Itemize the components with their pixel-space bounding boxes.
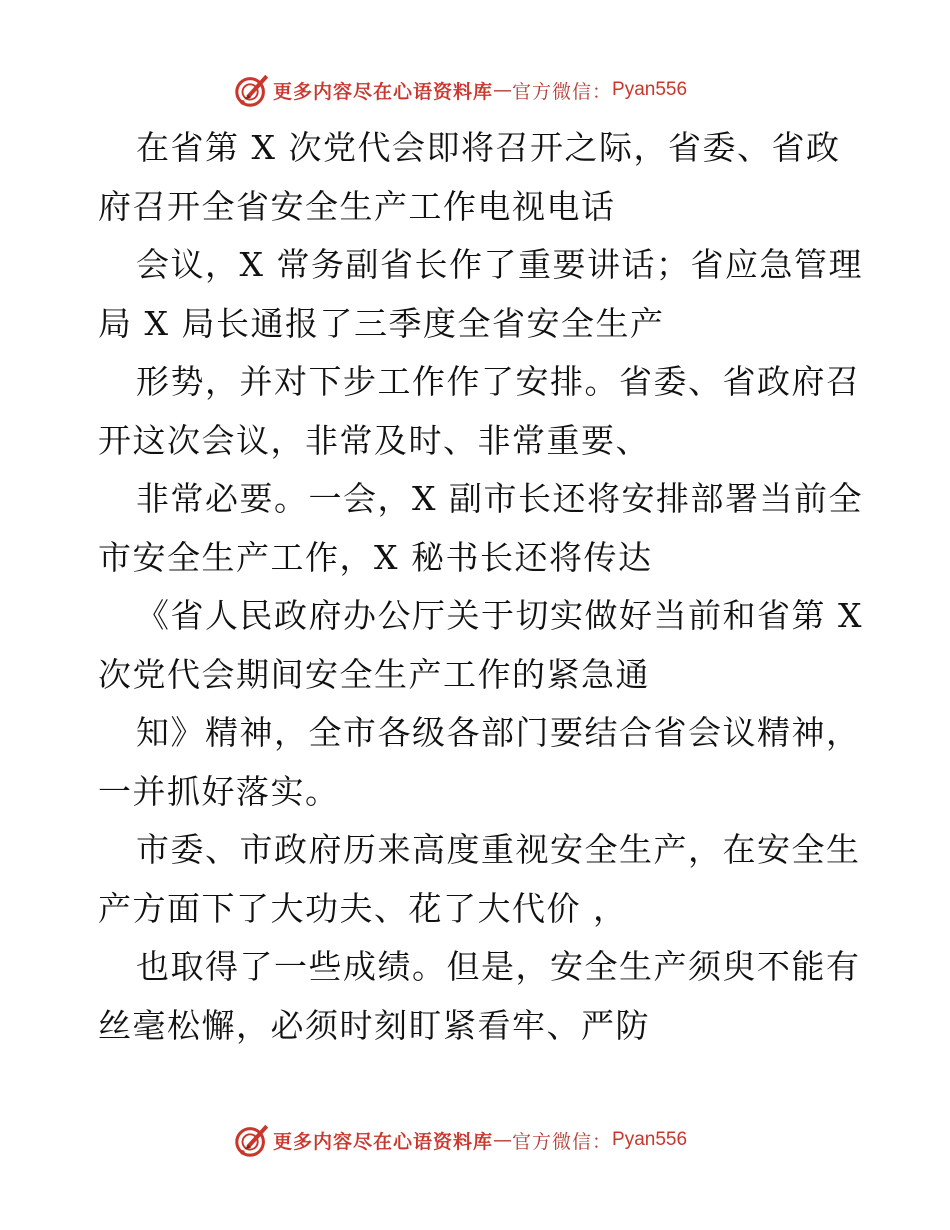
- text-line: 《省人民政府办公厅关于切实做好当前和省第 X: [136, 596, 863, 635]
- text-line: 市委、市政府历来高度重视安全生产，在安全生: [136, 830, 861, 869]
- quill-logo-icon: [233, 71, 271, 109]
- banner-dash: —: [493, 79, 513, 101]
- text-line: 局 X 局长通报了三季度全省安全生产: [98, 303, 665, 343]
- header-banner[interactable]: [233, 70, 753, 110]
- text-line: 一并抓好落实。: [98, 771, 340, 811]
- text-line: 知》精神，全市各级各部门要结合省会议精神，: [136, 713, 861, 752]
- banner-wechat-label: 官方微信：: [512, 1130, 613, 1153]
- text-line: 市安全生产工作，X 秘书长还将传达: [98, 537, 653, 577]
- banner-wechat-handle: Pyan556: [612, 79, 688, 100]
- text-line: 会议，X 常务副省长作了重要讲话；省应急管理: [136, 245, 863, 284]
- quill-logo-icon: [233, 1121, 271, 1159]
- banner-dash: —: [493, 1129, 513, 1151]
- text-line: 次党代会期间安全生产工作的紧急通: [98, 654, 650, 694]
- text-line: 府召开全省安全生产工作电视电话: [98, 186, 616, 226]
- banner-wechat-handle: Pyan556: [612, 1129, 688, 1150]
- banner-brand-text: 更多内容尽在心语资料库: [273, 1130, 494, 1153]
- text-line: 非常必要。一会，X 副市长还将安排部署当前全: [136, 479, 863, 518]
- banner-brand-text: 更多内容尽在心语资料库: [273, 80, 494, 103]
- text-line: 形势，并对下步工作作了安排。省委、省政府召: [136, 362, 861, 401]
- text-line: 开这次会议，非常及时、非常重要、: [98, 420, 650, 460]
- article-body: [98, 119, 863, 1055]
- footer-banner[interactable]: [233, 1120, 753, 1160]
- banner-wechat-label: 官方微信：: [512, 80, 613, 103]
- text-line: 也取得了一些成绩。但是，安全生产须臾不能有: [136, 947, 861, 986]
- text-line: 丝毫松懈，必须时刻盯紧看牢、严防: [98, 1005, 650, 1045]
- text-line: 产方面下了大功夫、花了大代价 ，: [98, 888, 628, 928]
- text-line: 在省第 X 次党代会即将召开之际，省委、省政: [136, 128, 841, 167]
